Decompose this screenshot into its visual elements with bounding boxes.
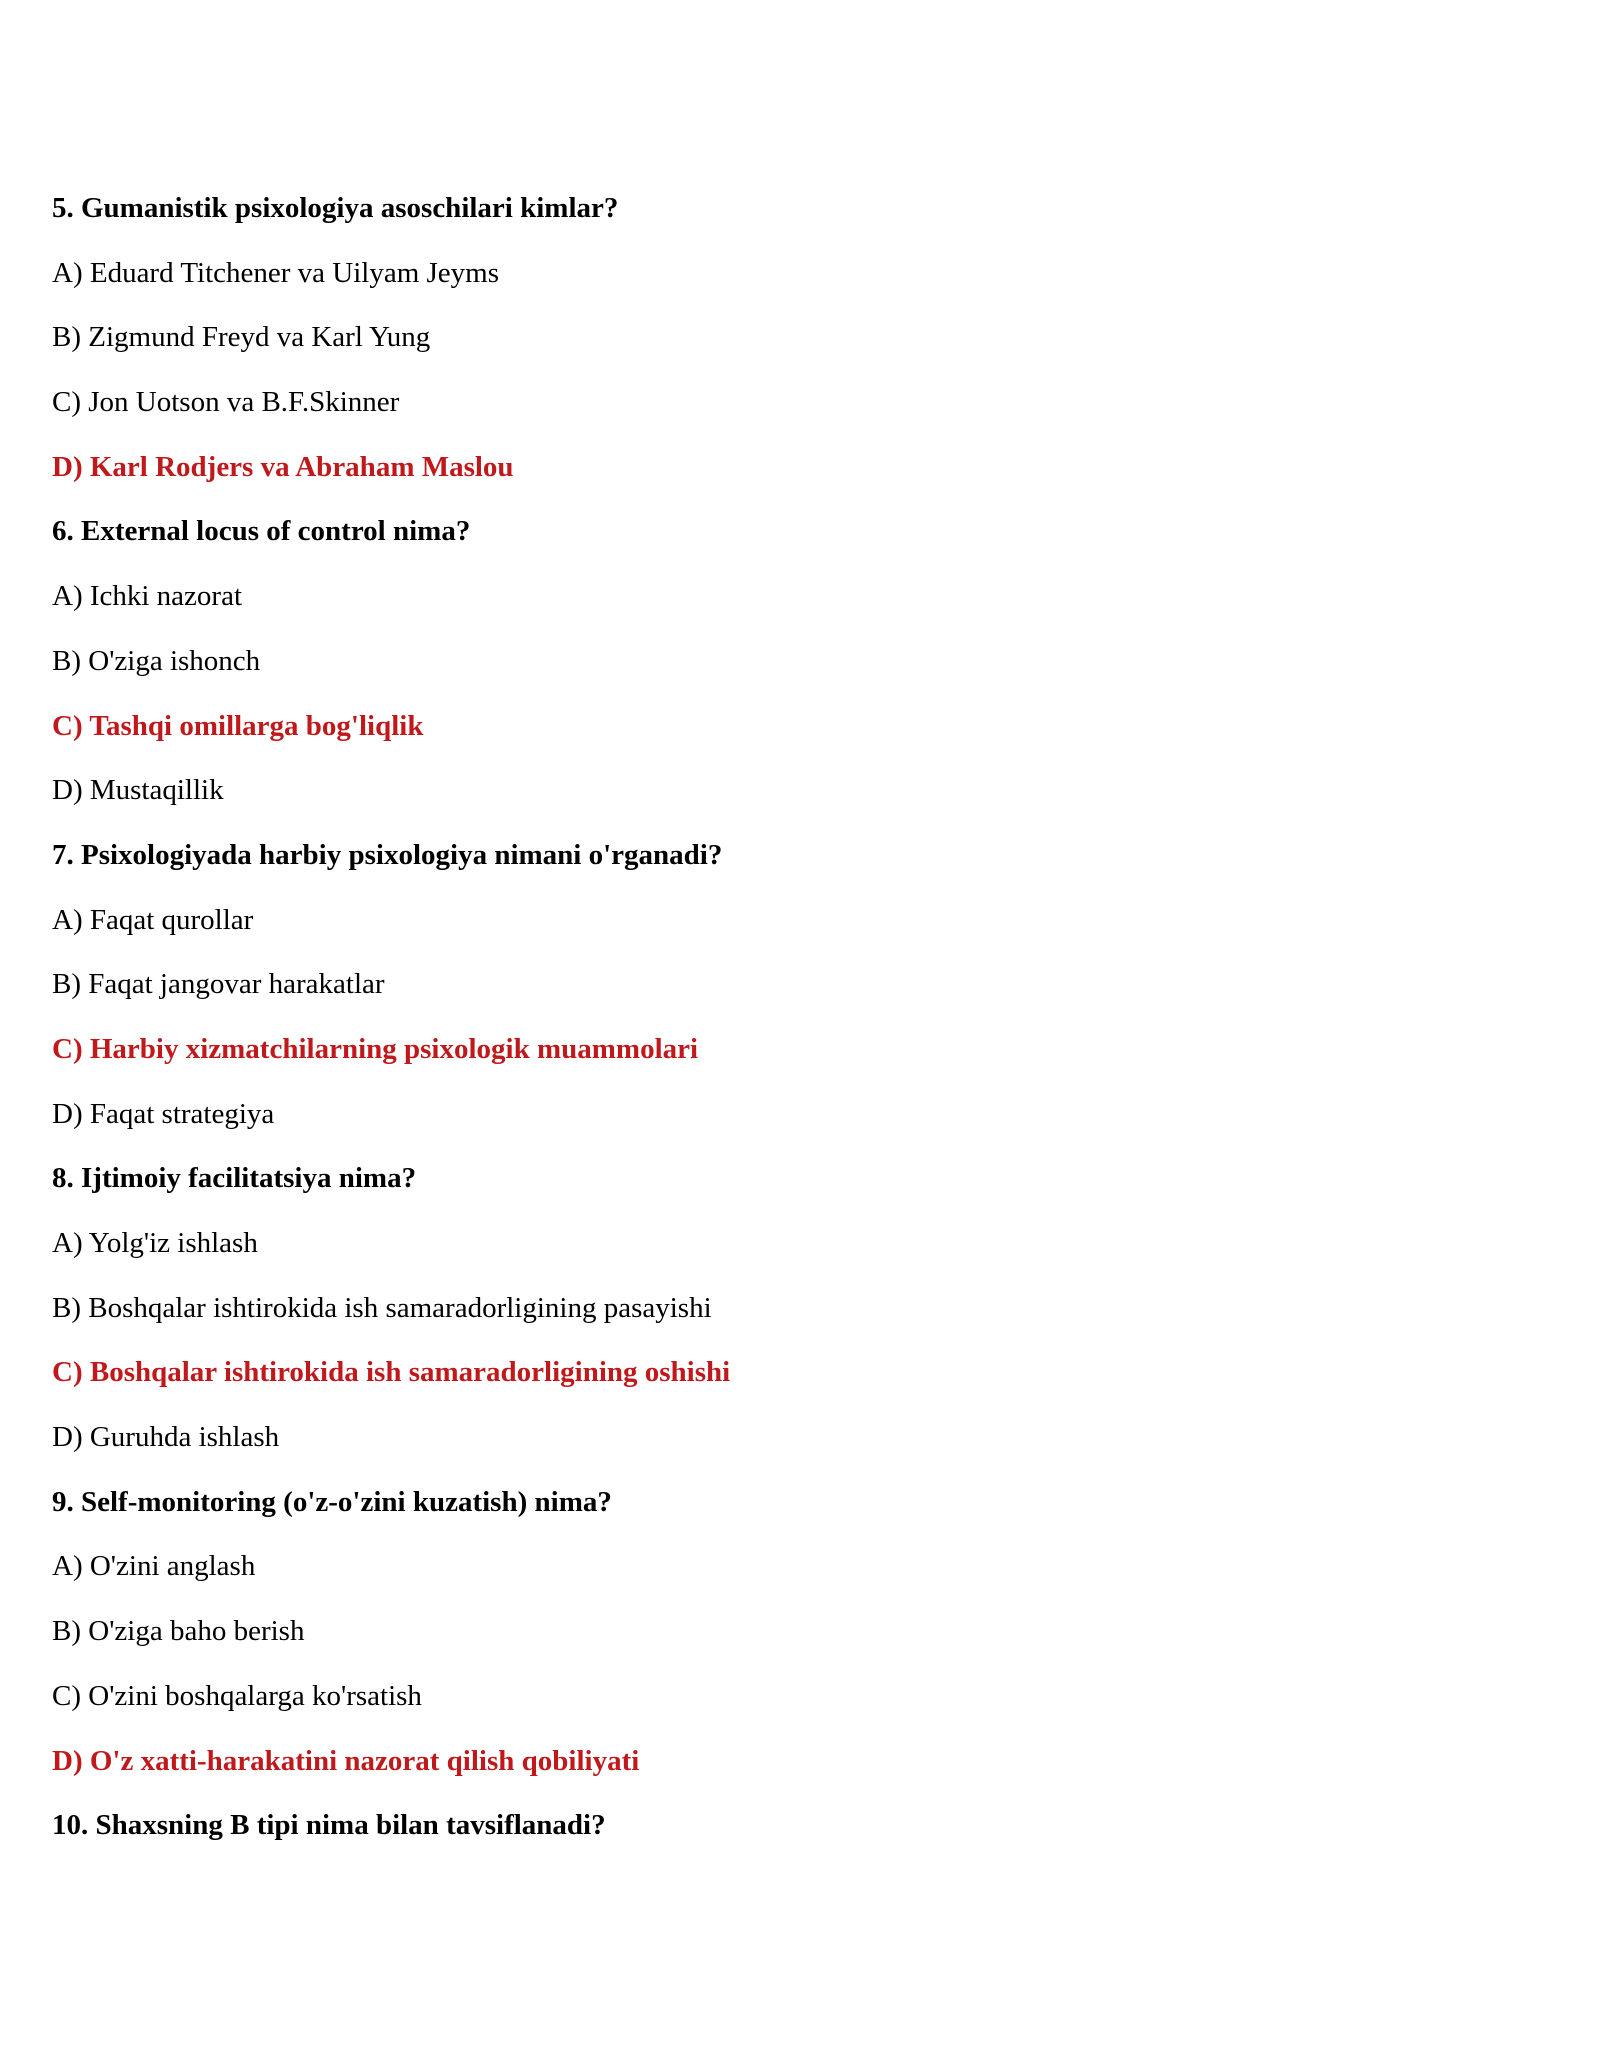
option-a: A) Faqat qurollar bbox=[52, 903, 254, 936]
option-a: A) O'zini anglash bbox=[52, 1550, 256, 1583]
option-c: C) O'zini boshqalarga ko'rsatish bbox=[52, 1679, 422, 1712]
option-c-correct-answer: C) Tashqi omillarga bog'liqlik bbox=[52, 709, 424, 742]
option-d: D) Guruhda ishlash bbox=[52, 1421, 280, 1454]
option-c-correct-answer: C) Boshqalar ishtirokida ish samaradorligining oshishi bbox=[52, 1356, 731, 1389]
option-a: A) Eduard Titchener va Uilyam Jeyms bbox=[52, 256, 500, 289]
question-10 bbox=[52, 1803, 1552, 1868]
option-b: B) Faqat jangovar harakatlar bbox=[52, 968, 385, 1001]
option-a: A) Ichki nazorat bbox=[52, 580, 243, 613]
quiz-document bbox=[52, 186, 1552, 1868]
option-a: A) Yolg'iz ishlash bbox=[52, 1227, 258, 1259]
question-text: 9. Self-monitoring (o'z-o'zini kuzatish) nima? bbox=[52, 1485, 612, 1518]
question-9 bbox=[52, 1480, 1552, 1803]
option-b: B) O'ziga ishonch bbox=[52, 644, 261, 677]
question-7 bbox=[52, 833, 1552, 1156]
question-text: 7. Psixologiyada harbiy psixologiya nimani o'rganadi? bbox=[52, 838, 723, 871]
option-d: D) Faqat strategiya bbox=[52, 1097, 275, 1130]
question-text: 6. External locus of control nima? bbox=[52, 515, 471, 548]
option-b: B) Zigmund Freyd va Karl Yung bbox=[52, 321, 431, 354]
question-5 bbox=[52, 186, 1552, 509]
option-d-correct-answer: D) O'z xatti-harakatini nazorat qilish qobiliyati bbox=[52, 1744, 640, 1777]
option-c-correct-answer: C) Harbiy xizmatchilarning psixologik muammolari bbox=[52, 1032, 699, 1065]
question-text: 5. Gumanistik psixologiya asoschilari kimlar? bbox=[52, 192, 619, 224]
option-b: B) Boshqalar ishtirokida ish samaradorligining pasayishi bbox=[52, 1291, 712, 1324]
question-8 bbox=[52, 1156, 1552, 1479]
option-d: D) Mustaqillik bbox=[52, 774, 224, 807]
option-b: B) O'ziga baho berish bbox=[52, 1615, 305, 1648]
option-c: C) Jon Uotson va B.F.Skinner bbox=[52, 386, 400, 419]
question-text: 10. Shaxsning B tipi nima bilan tavsiflanadi? bbox=[52, 1809, 606, 1842]
option-d-correct-answer: D) Karl Rodjers va Abraham Maslou bbox=[52, 450, 514, 483]
question-text: 8. Ijtimoiy facilitatsiya nima? bbox=[52, 1162, 417, 1195]
question-6 bbox=[52, 509, 1552, 832]
